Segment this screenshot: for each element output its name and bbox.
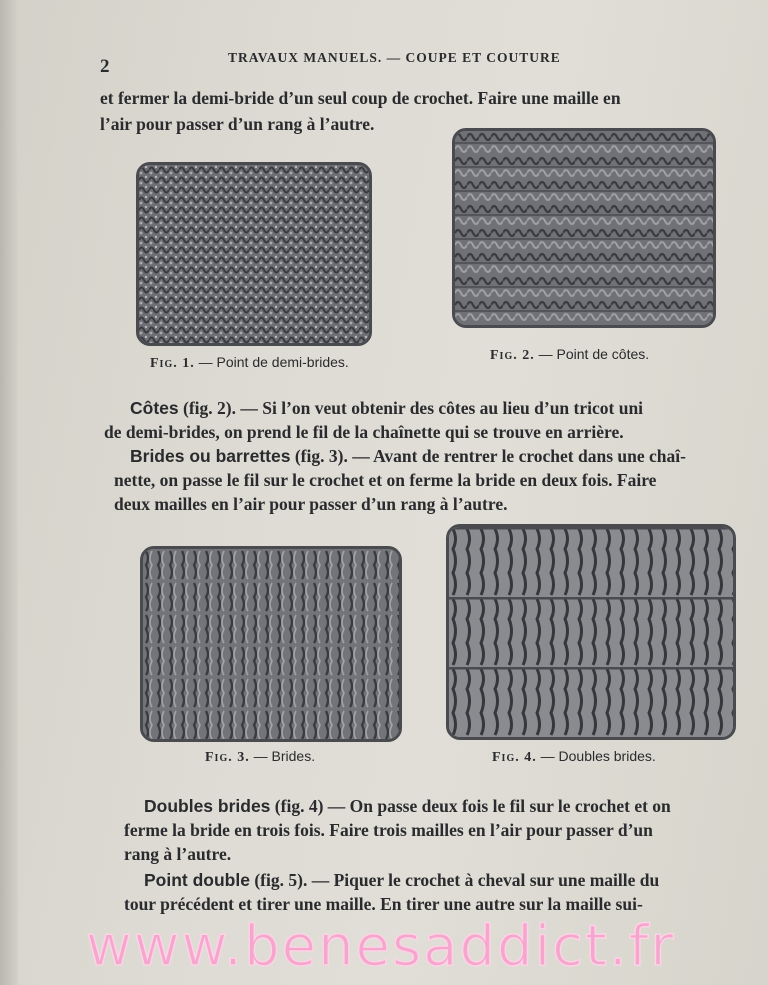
doubles-line-1-text: (fig. 4) — On passe deux fois le fil sur le crochet et on — [270, 796, 671, 816]
figure-3-caption — [205, 748, 315, 766]
figure-2-caption — [490, 346, 649, 364]
intro-line-1: et fermer la demi-bride d’un seul coup de crochet. Faire une maille en — [100, 88, 621, 108]
doubles-line-2: ferme la bride en trois fois. Faire trois mailles en l’air pour passer d’un — [124, 820, 653, 840]
point-double-term: Point double — [144, 870, 250, 890]
cotes-term: Côtes — [130, 398, 179, 418]
point-double-line-1 — [144, 870, 659, 891]
doubles-line-1 — [144, 796, 671, 817]
figure-1-caption — [150, 354, 349, 372]
page-number: 2 — [100, 56, 110, 77]
doubles-term: Doubles brides — [144, 796, 271, 816]
brides-term: Brides ou barrettes — [130, 446, 291, 466]
brides-line-3: deux mailles en l’air pour passer d’un rang à l’autre. — [114, 494, 508, 514]
brides-line-1-text: (fig. 3). — Avant de rentrer le crochet dans une chaî- — [290, 446, 686, 466]
cotes-line-1-text: (fig. 2). — Si l’on veut obtenir des côtes au lieu d’un tricot uni — [178, 398, 644, 418]
figure-2-text: — Point de côtes. — [538, 346, 650, 362]
crochet-swatch-doubles-brides — [446, 524, 736, 740]
figure-1-label: Fig. 1. — [150, 356, 195, 371]
watermark-url: www.benesaddict.fr — [86, 914, 676, 979]
figure-1-text: — Point de demi-brides. — [198, 354, 349, 370]
figure-4-caption — [492, 748, 656, 766]
figure-3-text: — Brides. — [253, 748, 316, 764]
doubles-line-3: rang à l’autre. — [124, 844, 232, 864]
figure-2-label: Fig. 2. — [490, 348, 535, 363]
figure-4-label: Fig. 4. — [492, 750, 537, 765]
crochet-swatch-cotes — [452, 128, 716, 328]
running-header: TRAVAUX MANUELS. — COUPE ET COUTURE — [228, 50, 561, 65]
cotes-line-2: de demi-brides, on prend le fil de la chaînette qui se trouve en arrière. — [104, 422, 624, 442]
brides-line-1 — [130, 446, 686, 467]
cotes-line-1 — [130, 398, 643, 419]
figure-4-text: — Doubles brides. — [540, 748, 656, 764]
page-edge — [0, 0, 18, 985]
crochet-swatch-demi-brides — [136, 162, 372, 346]
brides-line-2: nette, on passe le fil sur le crochet et on ferme la bride en deux fois. Faire — [114, 470, 657, 490]
point-double-line-1-text: (fig. 5). — Piquer le crochet à cheval sur une maille du — [249, 870, 660, 890]
intro-line-2: l’air pour passer d’un rang à l’autre. — [100, 114, 375, 134]
crochet-swatch-brides — [140, 546, 402, 742]
point-double-line-2: tour précédent et tirer une maille. En tirer une autre sur la maille sui- — [124, 894, 643, 914]
figure-3-label: Fig. 3. — [205, 750, 250, 765]
